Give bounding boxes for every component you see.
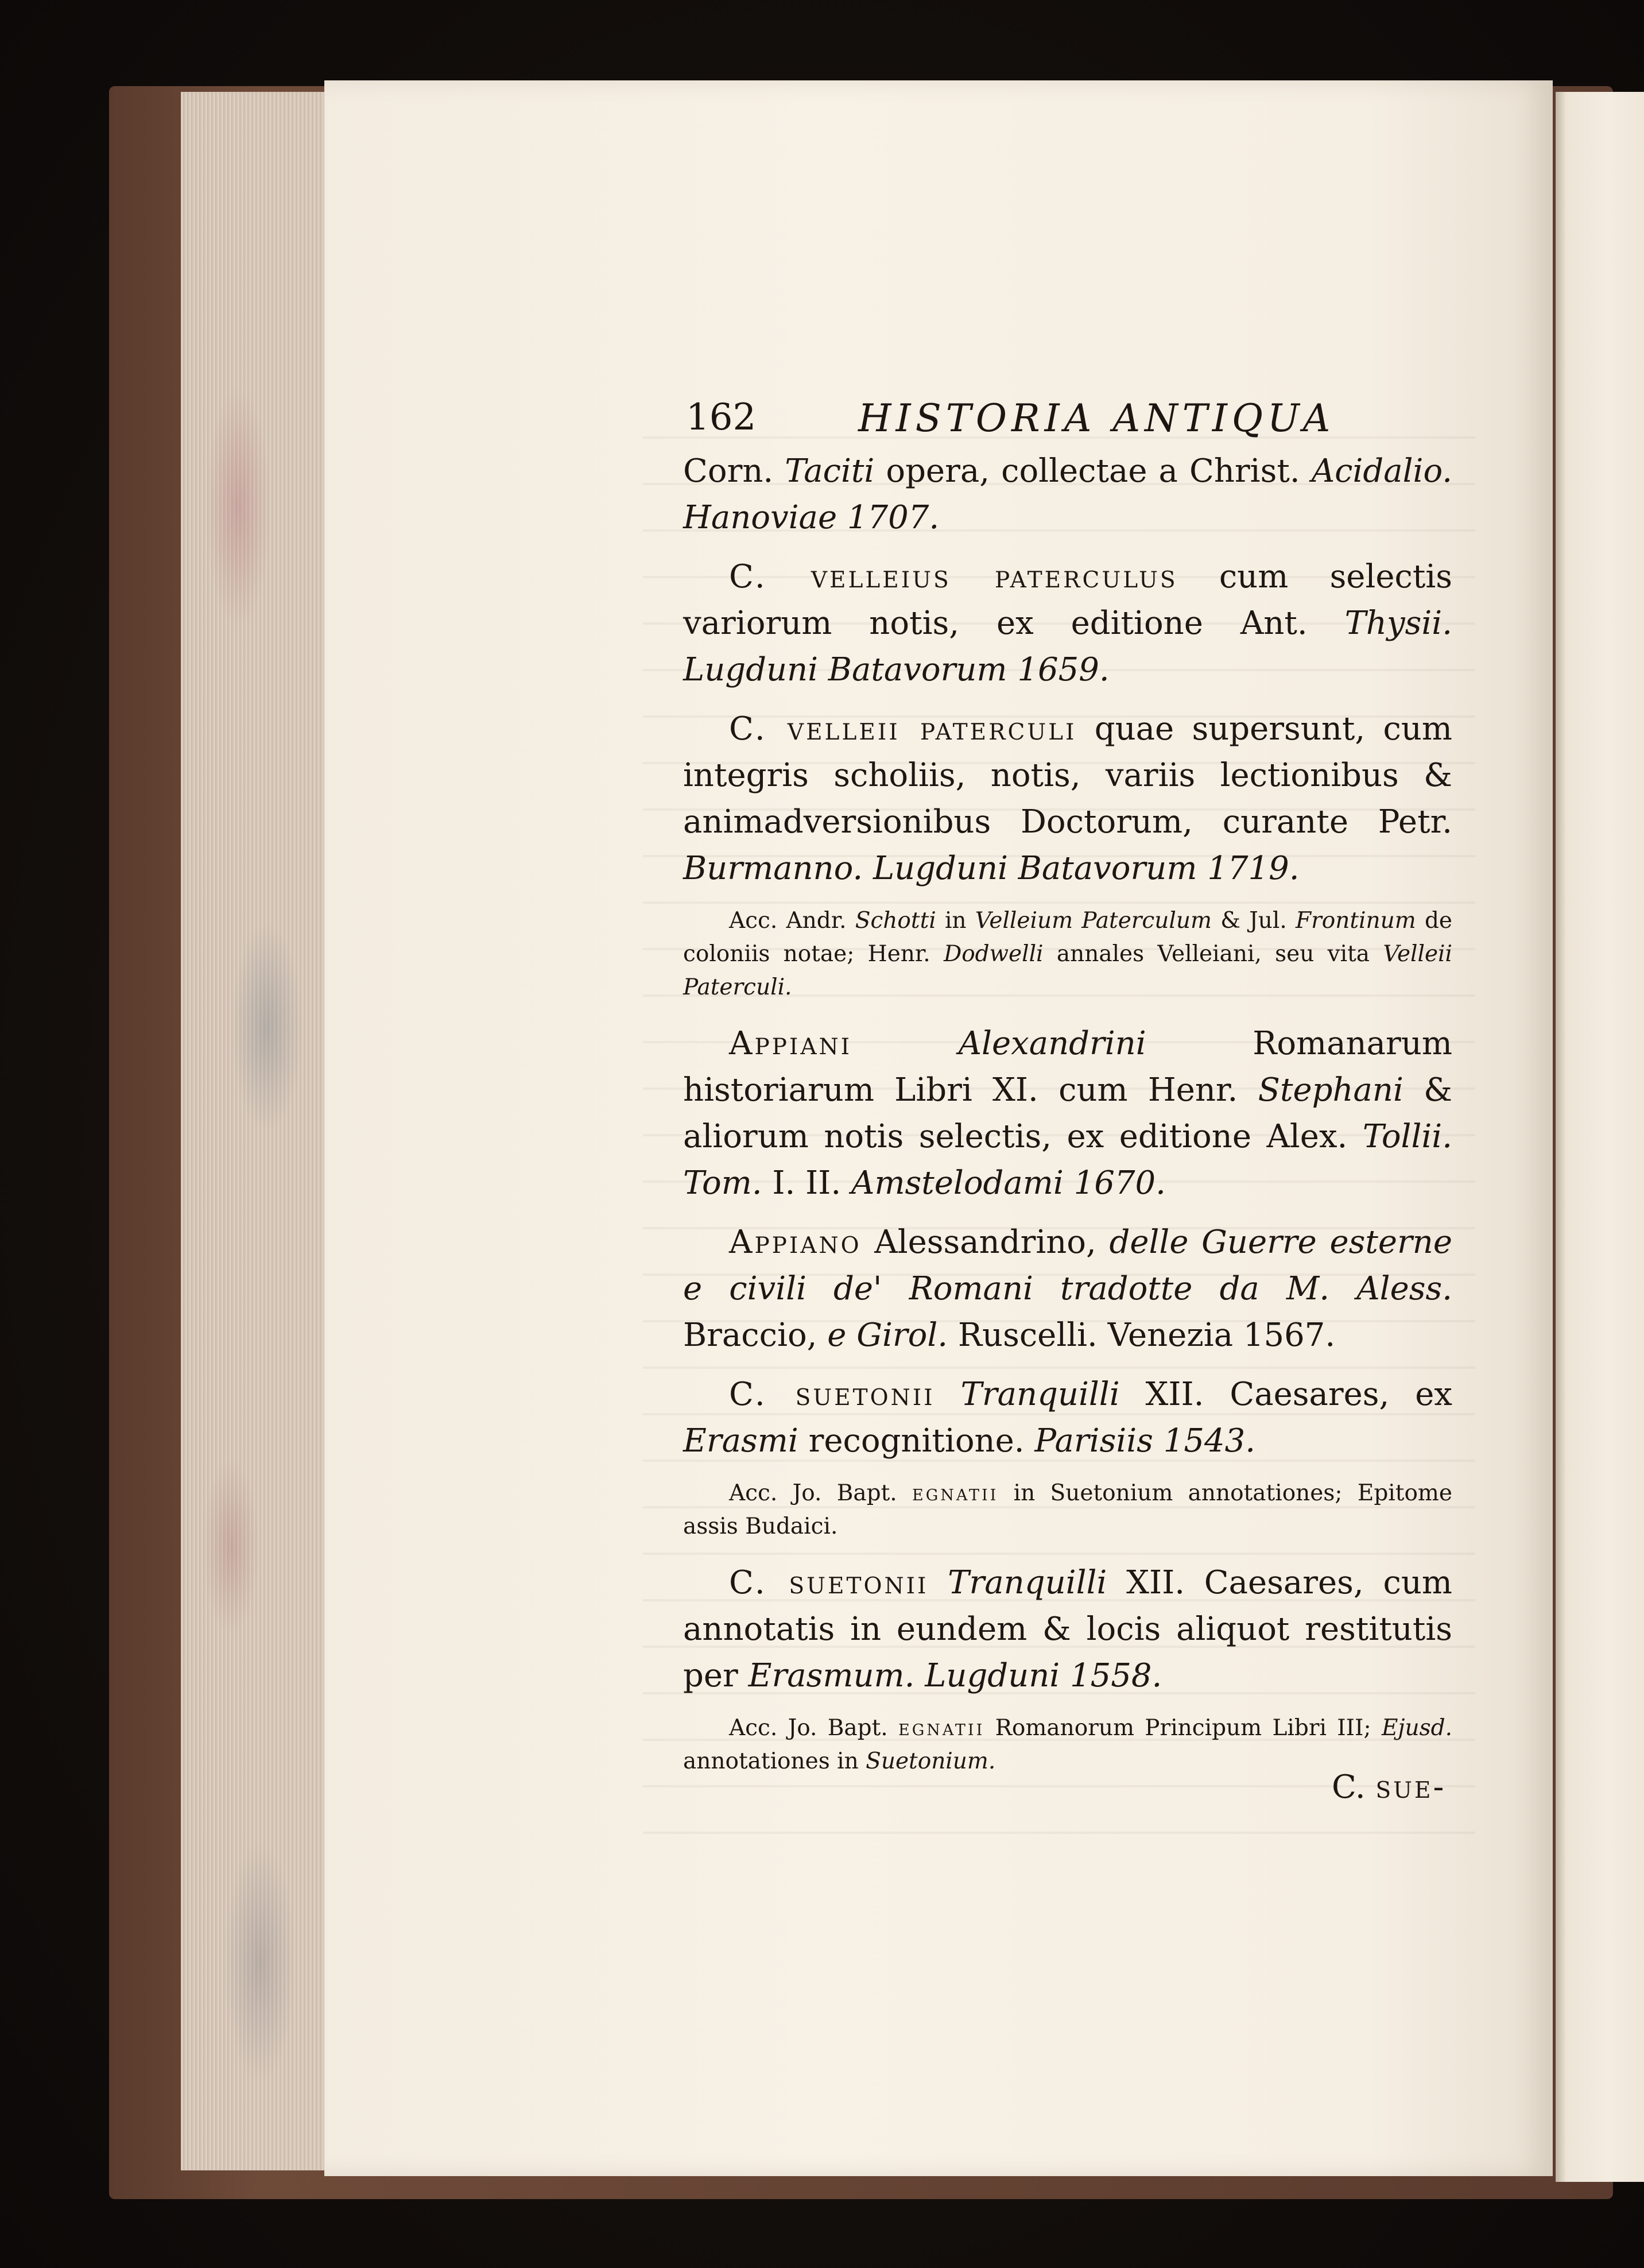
entry-appian-2 [683,1219,1452,1359]
note-text: Acc. Andr. [729,908,855,934]
text-column [683,448,1452,1794]
note-italic: Ejusd. [1381,1715,1452,1741]
entry-velleius-2 [683,706,1452,892]
page-header [686,396,1438,448]
catchword-lead: C. [1332,1768,1366,1806]
author-name: C. velleius paterculus [729,558,1178,595]
note-text: annotationes in [683,1748,866,1774]
page-number: 162 [686,396,757,439]
imprint: Erasmum. Lugduni 1558. [748,1657,1162,1694]
author-name: Appiani [729,1025,852,1062]
note-text: Romanorum Principum Libri III; [984,1715,1382,1741]
entry-text: Alessandrino, [861,1224,1110,1261]
imprint: Lugduni Batavorum 1659. [683,651,1110,688]
imprint: Parisiis 1543. [1034,1422,1256,1460]
entry-text: Braccio, [683,1317,828,1354]
imprint: Amstelodami 1670. [851,1164,1166,1202]
page-edges-marbled [181,92,324,2170]
author-name: C. velleii paterculi [729,710,1077,748]
note-smallcaps: egnatii [912,1480,999,1506]
entry-italic: Tranquilli [928,1564,1107,1601]
catchword-smallcaps: sue- [1375,1768,1447,1806]
note-italic: Suetonium. [866,1748,996,1774]
catchword [1332,1768,1446,1806]
entry-suetonius-2 [683,1559,1452,1699]
entry-text: Romanarum historiarum Libri XI. cum Henr. [683,1025,1452,1109]
running-head: HISTORIA ANTIQUA [858,396,1335,440]
entry-italic: Tranquilli [935,1376,1120,1413]
note-italic: Schotti [855,908,936,934]
entry-italic: delle Guerre esterne e civili de' Romani tradotte da M. Aless. [683,1224,1452,1307]
author-name: Taciti [785,452,875,490]
imprint: Acidalio. Hanoviae 1707. [683,452,1452,536]
note-text: annales Velleiani, seu vita [1043,941,1383,967]
note-smallcaps: egnatii [898,1715,985,1741]
author-name: C. suetonii [729,1376,935,1413]
note-text: Acc. Jo. Bapt. [729,1715,898,1741]
entry-text: quae supersunt, cum integris scholiis, notis, variis lectionibus & animadversionibus Doctorum, curante Petr. [683,710,1452,841]
entry-text: & aliorum notis selectis, ex editione Alex. [683,1071,1452,1155]
entry-text: XII. Caesares, cum annotatis in eundem & locis aliquot restitutis per [683,1564,1453,1694]
note-italic: Frontinum [1296,908,1416,934]
entry-velleius-1 [683,554,1452,693]
author-name: C. suetonii [729,1564,929,1601]
author-name: Appiano [729,1224,862,1261]
entry-text: I. II. [762,1164,851,1202]
note-text: in Suetonium annotationes; Epitome assis Budaici. [683,1480,1452,1539]
note-text: in [936,908,975,934]
note-italic: Velleii Paterculi. [683,941,1452,1000]
entry-italic: Alexandrini [852,1025,1146,1062]
entry-text: opera, collectae a Christ. [874,452,1312,490]
entry-appian-1 [683,1020,1452,1206]
entry-text: Ruscelli. Venezia 1567. [948,1317,1336,1354]
entry-lead: Corn. [683,452,774,490]
editor-name: Thysii. [1344,605,1452,642]
note-text: de coloniis notae; Henr. [683,908,1452,967]
imprint: Burmanno. Lugduni Batavorum 1719. [683,850,1300,887]
entry-text: recognitione. [798,1422,1035,1460]
note-suetonius-1 [683,1477,1452,1543]
entry-italic: Stephani [1258,1071,1403,1109]
entry-text: XII. Caesares, ex [1119,1376,1452,1413]
note-italic: Dodwelli [943,941,1044,967]
entry-italic: Erasmi [683,1422,798,1460]
entry-tacitus [683,448,1452,541]
entry-italic: e Girol. [827,1317,948,1354]
facing-page-edge [1556,92,1644,2182]
note-italic: Velleium Paterculum [975,908,1212,934]
note-text: Acc. Jo. Bapt. [729,1480,913,1506]
entry-text: cum selectis variorum notis, ex editione Ant. [683,558,1453,642]
note-velleius [683,904,1452,1004]
entry-suetonius-1 [683,1371,1452,1464]
note-text: & Jul. [1211,908,1296,934]
entry-italic: Tollii. Tom. [683,1118,1452,1202]
